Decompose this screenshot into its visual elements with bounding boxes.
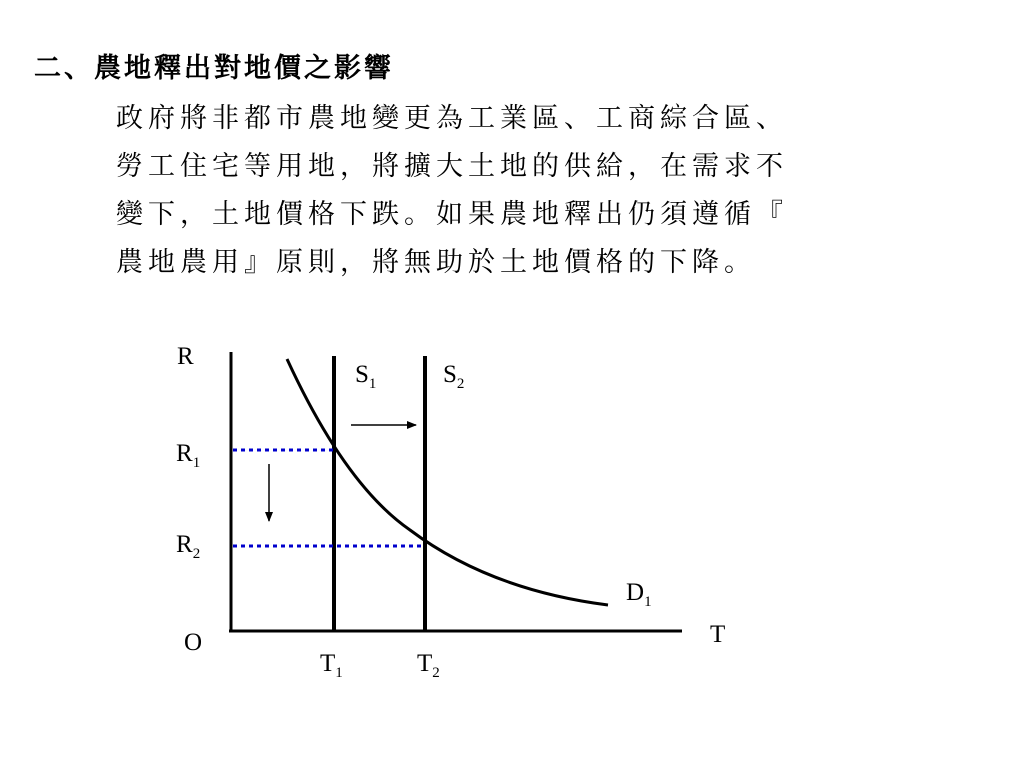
r2-label: $R_2$	[176, 531, 201, 562]
paragraph-line-4: 農地農用』原則，將無助於土地價格的下降。	[116, 247, 756, 278]
t2-label: $T_2$	[417, 650, 440, 681]
paragraph-line-3: 變下，土地價格下跌。如果農地釋出仍須遵循『	[116, 199, 788, 230]
x-axis-label: T	[710, 621, 726, 648]
d1-label: $D_1$	[626, 579, 652, 610]
s2-label: $S_2$	[443, 361, 465, 392]
s1-label: $S_1$	[355, 361, 377, 392]
t1-label: $T_1$	[320, 650, 343, 681]
origin-label: O	[184, 629, 203, 656]
y-axis-label: R	[177, 343, 194, 370]
paragraph-line-2: 勞工住宅等用地，將擴大土地的供給，在需求不	[116, 151, 788, 182]
r1-label: $R_1$	[176, 440, 201, 471]
section-heading: 二、農地釋出對地價之影響	[34, 53, 394, 84]
paragraph-line-1: 政府將非都市農地變更為工業區、工商綜合區、	[116, 103, 788, 134]
